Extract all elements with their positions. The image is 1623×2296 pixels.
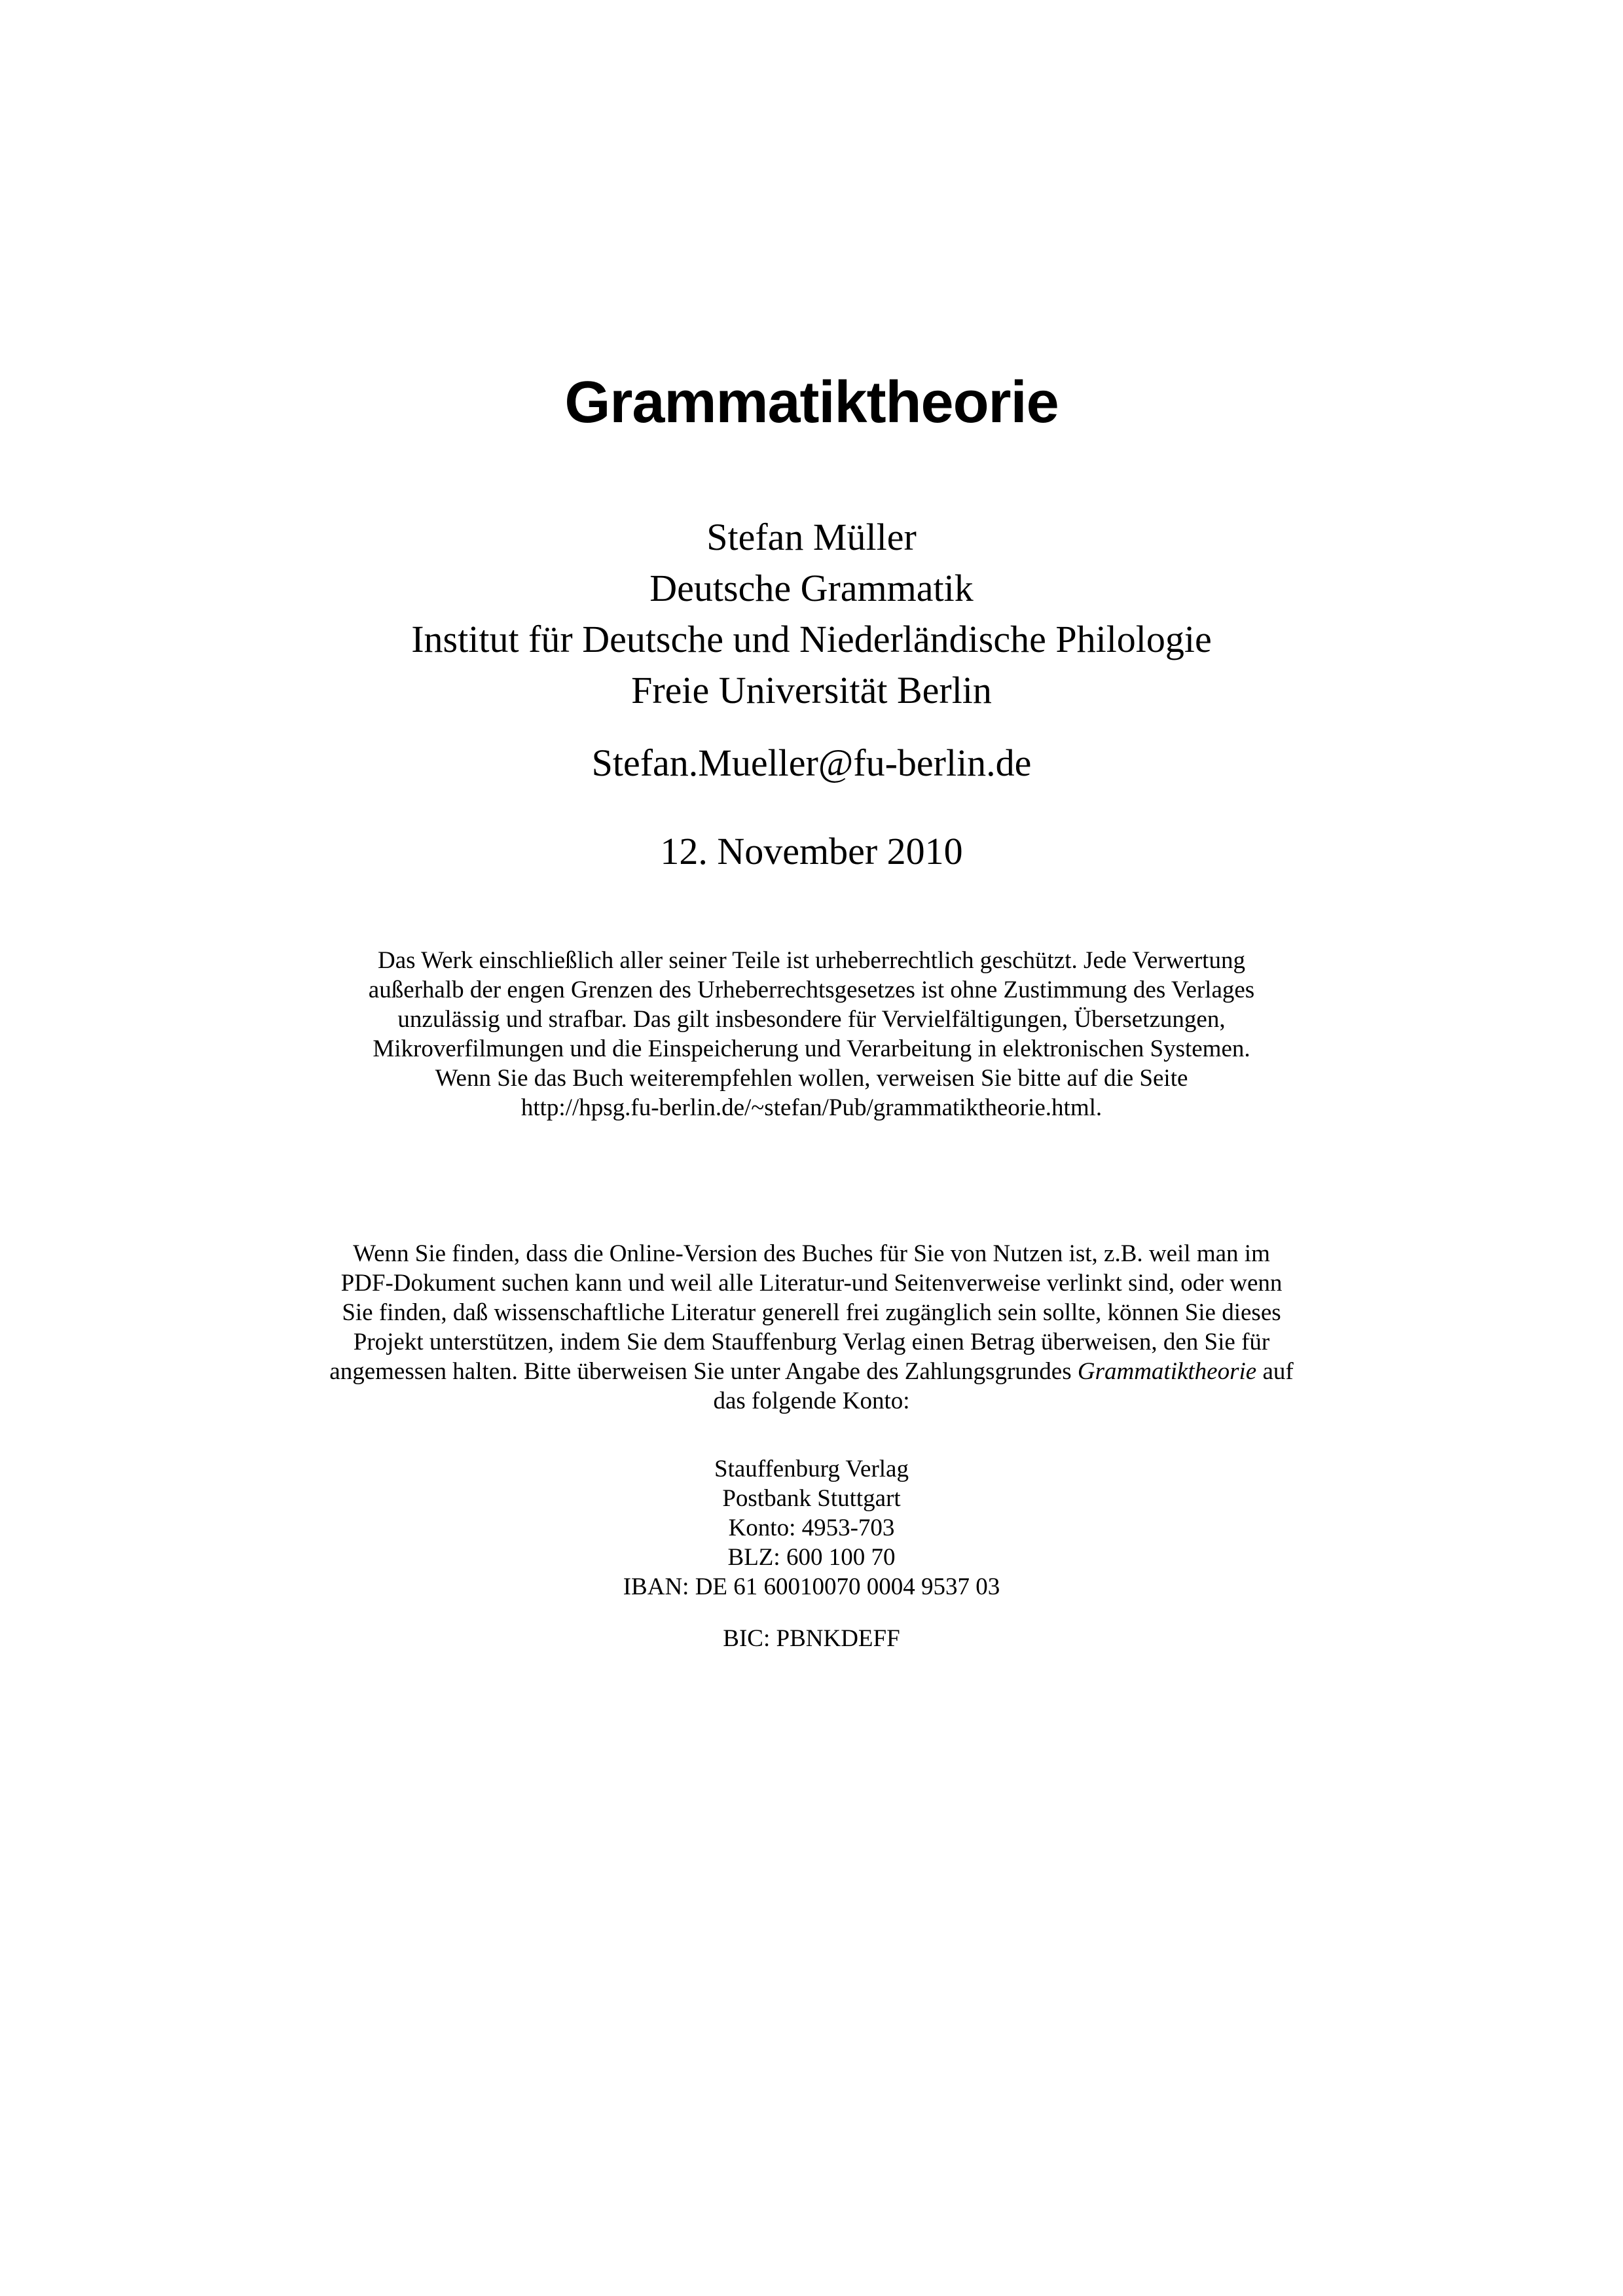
support-line: PDF-Dokument suchen kann und weil alle Literatur-und Seitenverweise verlinkt sind, oder wenn xyxy=(340,1270,1283,1297)
copyright-line: außerhalb der engen Grenzen des Urheberrechtsgesetzes ist ohne Zustimmung des Verlages xyxy=(368,977,1255,1003)
author-department: Deutsche Grammatik xyxy=(649,567,974,609)
support-line-suffix: auf xyxy=(1262,1358,1294,1385)
bank-code: BLZ: 600 100 70 xyxy=(727,1544,896,1571)
support-line: Projekt unterstützen, indem Sie dem Stauffenburg Verlag einen Betrag überweisen, den Sie für xyxy=(353,1329,1270,1355)
book-title: Grammatiktheorie xyxy=(564,370,1059,435)
copyright-line: Wenn Sie das Buch weiterempfehlen wollen, verweisen Sie bitte auf die Seite xyxy=(435,1065,1188,1092)
support-notice xyxy=(0,1239,1623,1416)
support-line: Sie finden, daß wissenschaftliche Literatur generell frei zugänglich sein sollte, können Sie dieses xyxy=(342,1299,1281,1326)
bank-branch: Postbank Stuttgart xyxy=(722,1485,901,1512)
support-line-prefix: angemessen halten. Bitte überweisen Sie unter Angabe des Zahlungsgrundes xyxy=(329,1358,1072,1385)
copyright-line: Das Werk einschließlich aller seiner Teile ist urheberrechtlich geschützt. Jede Verwertung xyxy=(378,947,1245,974)
support-line: das folgende Konto: xyxy=(713,1388,910,1414)
copyright-line: Mikroverfilmungen und die Einspeicherung und Verarbeitung in elektronischen Systemen. xyxy=(373,1035,1250,1062)
publication-date: 12. November 2010 xyxy=(660,830,963,872)
author-email: Stefan.Mueller@fu-berlin.de xyxy=(591,742,1032,784)
copyright-line: unzulässig und strafbar. Das gilt insbesondere für Vervielfältigungen, Übersetzungen, xyxy=(397,1006,1226,1033)
copyright-url-line: http://hpsg.fu-berlin.de/~stefan/Pub/grammatiktheorie.html. xyxy=(520,1094,1103,1121)
bank-details xyxy=(0,1454,1623,1602)
bank-bic: BIC: PBNKDEFF xyxy=(723,1625,900,1652)
support-line: Wenn Sie finden, dass die Online-Version des Buches für Sie von Nutzen ist, z.B. weil man im xyxy=(353,1240,1270,1267)
author-university: Freie Universität Berlin xyxy=(631,669,992,711)
support-line-with-reference xyxy=(0,1357,1623,1386)
author-name: Stefan Müller xyxy=(706,516,917,558)
payment-reference: Grammatiktheorie xyxy=(1077,1358,1257,1385)
bank-iban: IBAN: DE 61 60010070 0004 9537 03 xyxy=(623,1573,1000,1600)
author-block xyxy=(0,512,1623,716)
copyright-notice xyxy=(0,946,1623,1122)
bank-account: Konto: 4953-703 xyxy=(728,1515,895,1541)
bank-recipient: Stauffenburg Verlag xyxy=(714,1456,909,1482)
author-institute: Institut für Deutsche und Niederländische Philologie xyxy=(411,618,1212,660)
